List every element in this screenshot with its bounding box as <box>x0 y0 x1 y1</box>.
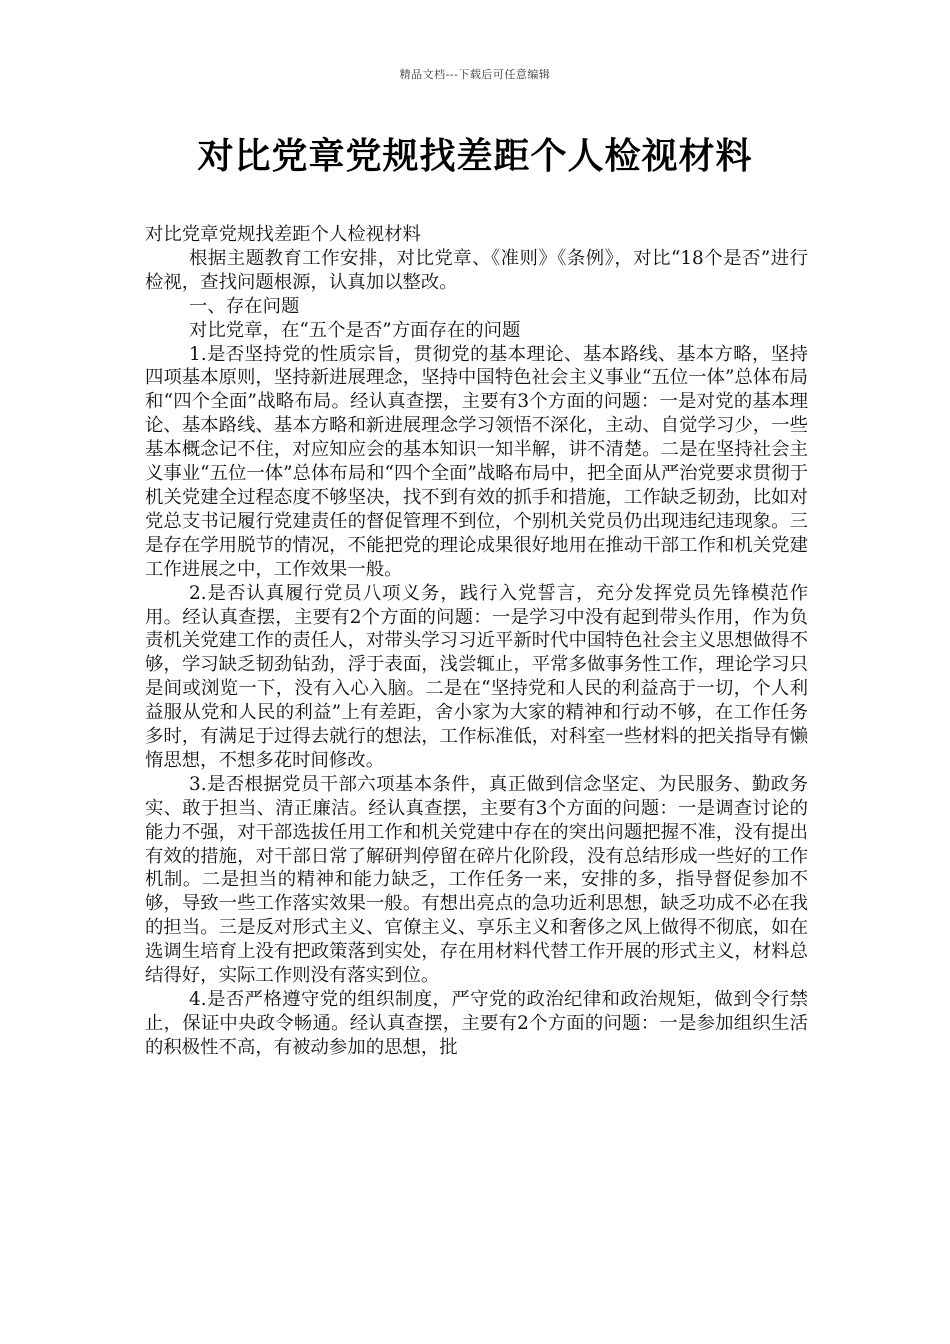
subsection-heading: 对比党章，在“五个是否”方面存在的问题 <box>189 319 521 341</box>
body-paragraph: 3.是否根据党员干部六项基本条件，真正做到信念坚定、为民服务、勤政务实、敢于担当、清正廉洁。经认真查摆，主要有3个方面的问题：一是调查讨论的能力不强，对干部选拔任用工作和机关党建中存在的突出问题把握不准，没有提出有效的措施，对干部日常了解研判停留在碎片化阶段，没有总结形成一些好的工作机制。二是担当的精神和能力缺乏，工作任务一来，安排的多，指导督促参加不够，导致一些工作落实效果一般。有想出亮点的急功近利思想，缺乏功成不必在我的担当。三是反对形式主义、官僚主义、享乐主义和奢侈之风上做得不彻底，如在选调生培育上没有把政策落到实处，存在用材料代替工作开展的形式主义，材料总结得好，实际工作则没有落实到位。 <box>145 773 808 987</box>
document-body <box>145 223 808 1060</box>
document-title: 对比党章党规找差距个人检视材料 <box>197 136 753 177</box>
section-heading: 一、存在问题 <box>189 295 300 317</box>
body-paragraph: 4.是否严格遵守党的组织制度，严守党的政治纪律和政治规矩，做到令行禁止，保证中央政令畅通。经认真查摆，主要有2个方面的问题：一是参加组织生活的积极性不高，有被动参加的思想，批 <box>145 989 808 1058</box>
body-paragraph: 根据主题教育工作安排，对比党章、《准则》《条例》，对比“18个是否”进行检视，查找问题根源，认真加以整改。 <box>145 247 808 293</box>
body-paragraph: 2.是否认真履行党员八项义务，践行入党誓言，充分发挥党员先锋模范作用。经认真查摆，主要有2个方面的问题：一是学习中没有起到带头作用，作为负责机关党建工作的责任人，对带头学习习近平新时代中国特色社会主义思想做得不够，学习缺乏韧劲钻劲，浮于表面，浅尝辄止，平常多做事务性工作，理论学习只是间或浏览一下，没有入心入脑。二是在“坚持党和人民的利益高于一切，个人利益服从党和人民的利益”上有差距，舍小家为大家的精神和行动不够，在工作任务多时，有满足于过得去就行的想法，工作标准低，对科室一些材料的把关指导有懒惰思想，不想多花时间修改。 <box>145 582 808 771</box>
body-paragraph: 1.是否坚持党的性质宗旨，贯彻党的基本理论、基本路线、基本方略，坚持四项基本原则，坚持新进展理念，坚持中国特色社会主义事业“五位一体”总体布局和“四个全面”战略布局。经认真查摆，主要有3个方面的问题：一是对党的基本理论、基本路线、基本方略和新进展理念学习领悟不深化，主动、自觉学习少，一些基本概念记不住，对应知应会的基本知识一知半解，讲不清楚。二是在坚持社会主义事业“五位一体”总体布局和“四个全面”战略布局中，把全面从严治党要求贯彻于机关党建全过程态度不够坚决，找不到有效的抓手和措施，工作缺乏韧劲，比如对党总支书记履行党建责任的督促管理不到位，个别机关党员仍出现违纪违现象。三是存在学用脱节的情况，不能把党的理论成果很好地用在推动干部工作和机关党建工作进展之中，工作效果一般。 <box>145 343 808 580</box>
page-header-note: 精品文档---下载后可任意编辑 <box>399 68 551 81</box>
body-paragraph: 对比党章党规找差距个人检视材料 <box>145 224 421 245</box>
